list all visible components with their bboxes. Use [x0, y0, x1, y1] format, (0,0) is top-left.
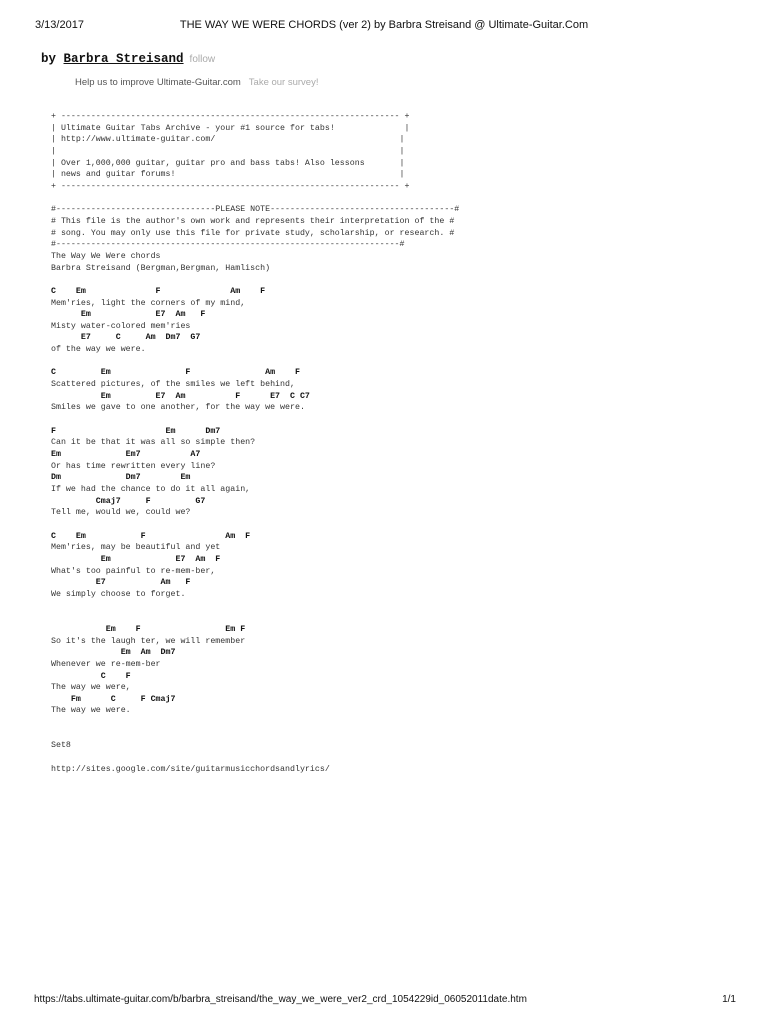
text-line: Scattered pictures, of the smiles we left behind, [51, 380, 295, 390]
chord-line: Em Am Dm7 [51, 648, 176, 658]
byline-prefix: by [41, 52, 64, 66]
text-line: Or has time rewritten every line? [51, 461, 216, 471]
print-page-title: THE WAY WE WERE CHORDS (ver 2) by Barbra Streisand @ Ultimate-Guitar.Com [179, 19, 589, 31]
chord-line: Fm C F Cmaj7 [51, 694, 176, 704]
text-line: #--------------------------------PLEASE NOTE-------------------------------------# [51, 205, 460, 215]
artist-link[interactable]: Barbra Streisand [63, 52, 184, 66]
text-line: If we had the chance to do it all again, [51, 485, 251, 494]
text-line: # song. You may only use this file for private study, scholarship, or research. # [51, 228, 455, 238]
text-line: | | [51, 146, 405, 156]
chord-line: Cmaj7 F G7 [51, 496, 206, 506]
byline [41, 52, 215, 66]
text-line: The way we were, [51, 683, 131, 693]
text-line: Barbra Streisand (Bergman,Bergman, Hamlisch) [51, 263, 271, 273]
chord-line: Em E7 Am F E7 C C7 [51, 391, 310, 401]
chord-sheet [51, 111, 459, 775]
text-line: Set8 [51, 741, 71, 751]
chord-line: Dm Dm7 Em [51, 473, 191, 483]
chord-line: C F [51, 671, 131, 681]
chord-line: Em E7 Am F [51, 554, 221, 564]
text-line: The way we were. [51, 706, 131, 716]
chord-line: Em F Em F [51, 624, 246, 634]
print-date: 3/13/2017 [35, 19, 84, 31]
text-line: | news and guitar forums! | [51, 170, 405, 180]
chord-line: E7 C Am Dm7 G7 [51, 333, 201, 343]
text-line: Whenever we re-mem-ber [51, 659, 161, 669]
text-line: | http://www.ultimate-guitar.com/ | [51, 135, 405, 145]
chord-line: Em E7 Am F [51, 310, 206, 320]
chord-line: C Em F Am F [51, 531, 251, 541]
chord-line: C Em F Am F [51, 286, 266, 296]
text-line: Misty water-colored mem'ries [51, 321, 191, 331]
print-url: https://tabs.ultimate-guitar.com/b/barbra_streisand/the_way_we_were_ver2_crd_1054229id_06052011date.htm [34, 994, 527, 1005]
text-line: of the way we were. [51, 345, 146, 355]
chord-line: C Em F Am F [51, 368, 300, 378]
text-line: | Ultimate Guitar Tabs Archive - your #1 source for tabs! | [51, 123, 410, 133]
text-line: http://sites.google.com/site/guitarmusicchordsandlyrics/ [51, 764, 330, 774]
text-line: + -------------------------------------------------------------------- + [51, 112, 410, 121]
text-line: We simply choose to forget. [51, 589, 186, 599]
survey-text: Help us to improve Ultimate-Guitar.com [75, 77, 241, 88]
text-line: + -------------------------------------------------------------------- + [51, 181, 410, 191]
chord-line: F Em Dm7 [51, 426, 221, 436]
chord-line: Em Em7 A7 [51, 450, 201, 460]
page-number: 1/1 [722, 994, 736, 1005]
text-line: | Over 1,000,000 guitar, guitar pro and bass tabs! Also lessons | [51, 158, 405, 168]
text-line: The Way We Were chords [51, 251, 161, 261]
text-line: Can it be that it was all so simple then? [51, 438, 256, 448]
text-line: Mem'ries, light the corners of my mind, [51, 298, 246, 308]
survey-link[interactable]: Take our survey! [248, 77, 319, 88]
survey-banner [75, 77, 318, 88]
text-line: Tell me, would we, could we? [51, 508, 191, 518]
chord-line: E7 Am F [51, 578, 191, 588]
text-line: So it's the laugh ter, we will remember [51, 636, 246, 646]
follow-button[interactable]: follow [189, 54, 216, 65]
text-line: What's too painful to re-mem-ber, [51, 566, 216, 576]
text-line: Smiles we gave to one another, for the way we were. [51, 403, 305, 413]
text-line: #---------------------------------------------------------------------# [51, 240, 405, 250]
text-line: Mem'ries, may be beautiful and yet [51, 543, 221, 553]
text-line: # This file is the author's own work and represents their interpretation of the # [51, 216, 455, 226]
